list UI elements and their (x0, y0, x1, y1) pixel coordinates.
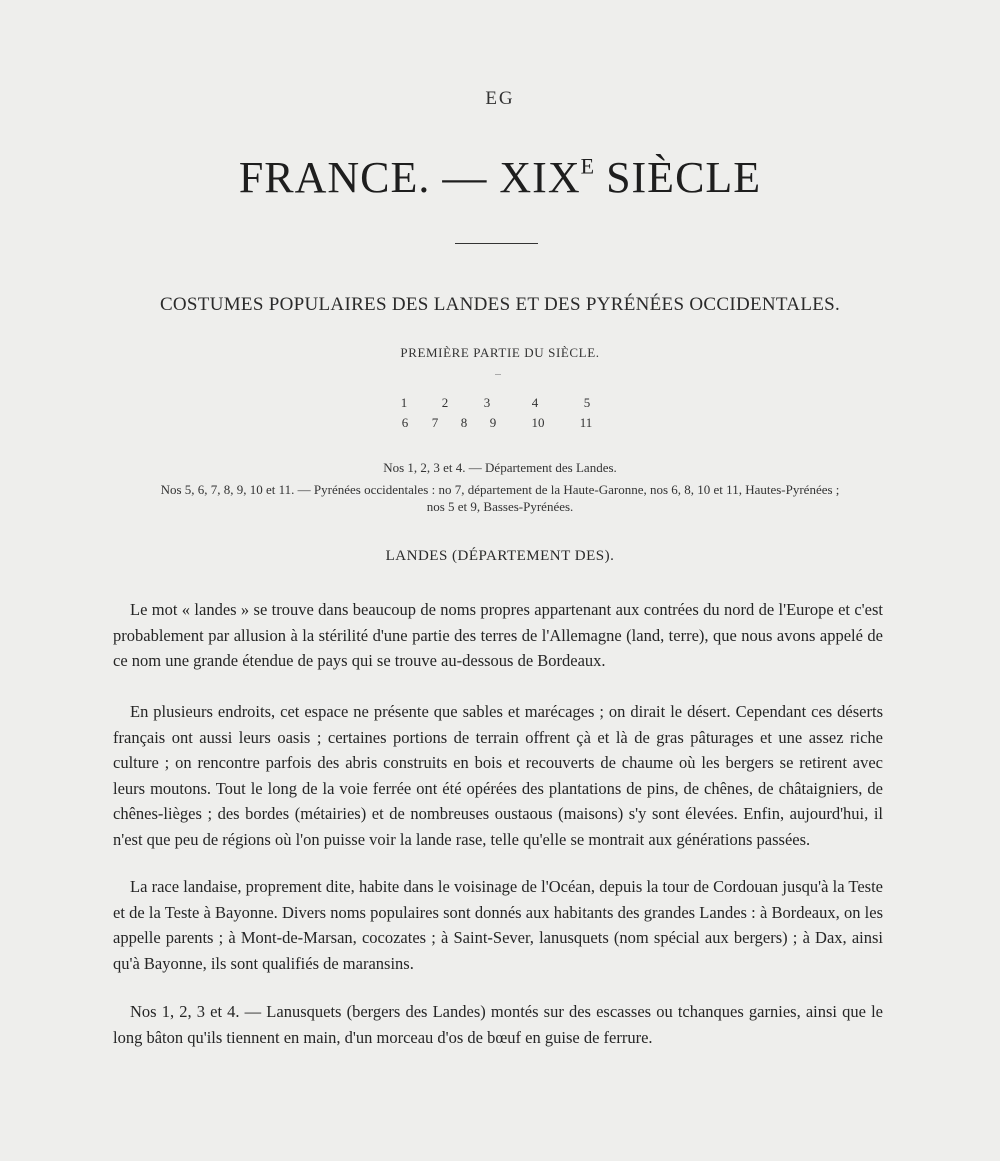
figure-number: 5 (583, 395, 591, 410)
period-label: PREMIÈRE PARTIE DU SIÈCLE. (400, 345, 600, 360)
title-end: SIÈCLE (594, 153, 762, 202)
figure-number: 6 (401, 415, 409, 430)
title-main: FRANCE. — XIX (238, 153, 581, 202)
title-superscript: E (580, 153, 595, 179)
paragraph (113, 597, 883, 674)
figure-number: 9 (489, 415, 497, 430)
figure-number: 4 (531, 395, 539, 410)
paragraph-text: Nos 1, 2, 3 et 4. — Lanusquets (bergers des Landes) montés sur des escasses ou tchanques garnies, ainsi que le long bâton qu'ils tiennent en main, d'un morceau d'os de bœuf en guise de ferrure. (113, 1002, 883, 1047)
legend-line: Nos 1, 2, 3 et 4. — Département des Landes. (383, 460, 617, 475)
figure-number: 10 (531, 415, 545, 430)
paragraph (113, 699, 883, 852)
small-divider (495, 374, 501, 375)
figure-number: 3 (483, 395, 491, 410)
legend-line: nos 5 et 9, Basses-Pyrénées. (426, 499, 574, 514)
plate-code: EG (485, 88, 515, 109)
title-divider (455, 243, 538, 244)
legend-line: Nos 5, 6, 7, 8, 9, 10 et 11. — Pyrénées occidentales : no 7, département de la Haute-Garonne, nos 6, 8, 10 et 11, Hautes-Pyrénées ; (160, 482, 840, 497)
paragraph (113, 999, 883, 1050)
figure-number: 1 (400, 395, 408, 410)
page-title (0, 152, 1000, 203)
paragraph-text: La race landaise, proprement dite, habite dans le voisinage de l'Océan, depuis la tour de Cordouan jusqu'à la Teste et de la Teste à Bayonne. Divers noms populaires sont donnés aux habitants des grandes Landes : à Bordeaux, on les appelle parents ; à Mont-de-Marsan, cocozates ; à Saint-Sever, lanusquets (nom spécial aux bergers) ; à Dax, ainsi qu'à Bayonne, ils sont qualifiés de maransins. (113, 877, 883, 973)
page-subtitle: COSTUMES POPULAIRES DES LANDES ET DES PYRÉNÉES OCCIDENTALES. (159, 294, 841, 315)
figure-number: 11 (579, 415, 593, 430)
paragraph-text: Le mot « landes » se trouve dans beaucoup de noms propres appartenant aux contrées du nord de l'Europe et c'est probablement par allusion à la stérilité d'une partie des terres de l'Allemagne (land, terre), que nous avons appelé de ce nom une grande étendue de pays qui se trouve au-dessous de Bordeaux. (113, 600, 883, 670)
paragraph (113, 874, 883, 976)
paragraph-text: En plusieurs endroits, cet espace ne présente que sables et marécages ; on dirait le désert. Cependant ces déserts français ont aussi leurs oasis ; certaines portions de terrain offrent çà et là de gras pâturages et une assez riche culture ; on rencontre parfois des abris construits en bois et recouverts de chaume où les bergers se retirent avec leurs moutons. Tout le long de la voie ferrée ont été opérées des plantations de pins, de chênes, de châtaigniers, de chênes-lièges ; des bordes (métairies) et de nombreuses oustaous (maisons) s'y sont élevées. Enfin, aujourd'hui, il n'est que peu de régions où l'on puisse voir la lande rase, telle qu'elle se montrait aux générations passées. (113, 702, 883, 849)
figure-number: 2 (441, 395, 449, 410)
figure-number: 7 (431, 415, 439, 430)
figure-number: 8 (460, 415, 468, 430)
section-heading: LANDES (DÉPARTEMENT DES). (385, 548, 615, 564)
